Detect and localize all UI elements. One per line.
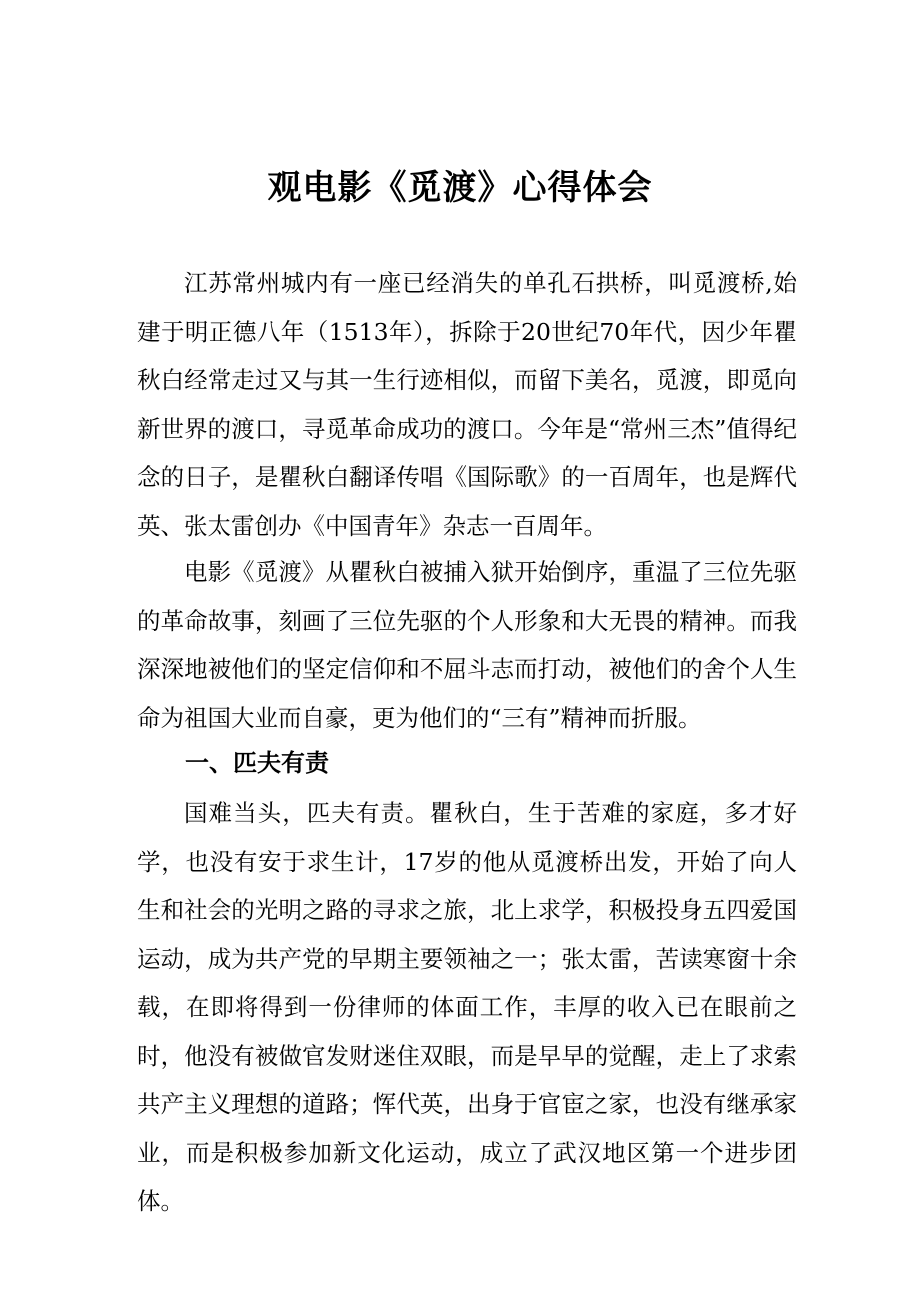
- section-heading: 一、匹夫有责: [185, 749, 329, 777]
- body-paragraph-2: 电影《觅渡》从瞿秋白被捕入狱开始倒序，重温了三位先驱的革命故事，刻画了三位先驱的个人形象和大无畏的精神。而我深深地被他们的坚定信仰和不屈斗志而打动，被他们的舍个人生命为祖国大业而自豪，更为他们的“三有”精神而折服。: [137, 558, 797, 732]
- document-title: 观电影《觅渡》心得体会: [267, 168, 653, 208]
- section-paragraph: 国难当头，匹夫有责。瞿秋白，生于苦难的家庭，多才好学，也没有安于求生计，17岁的他从觅渡桥出发，开始了向人生和社会的光明之路的寻求之旅，北上求学，积极投身五四爱国运动，成为共产党的早期主要领袖之一；张太雷，苦读寒窗十余载，在即将得到一份律师的体面工作，丰厚的收入已在眼前之时，他没有被做官发财迷住双眼，而是早早的觉醒，走上了求索共产主义理想的道路；恽代英，出身于官宦之家，也没有继承家业，而是积极参加新文化运动，成立了武汉地区第一个进步团体。: [137, 799, 797, 1215]
- body-paragraph-1: 江苏常州城内有一座已经消失的单孔石拱桥，叫觅渡桥,始建于明正德八年（1513年），拆除于20世纪70年代，因少年瞿秋白经常走过又与其一生行迹相似，而留下美名，觅渡，即觅向新世界的渡口，寻觅革命成功的渡口。今年是“常州三杰”值得纪念的日子，是瞿秋白翻译传唱《国际歌》的一百周年，也是辉代英、张太雷创办《中国青年》杂志一百周年。: [137, 269, 797, 540]
